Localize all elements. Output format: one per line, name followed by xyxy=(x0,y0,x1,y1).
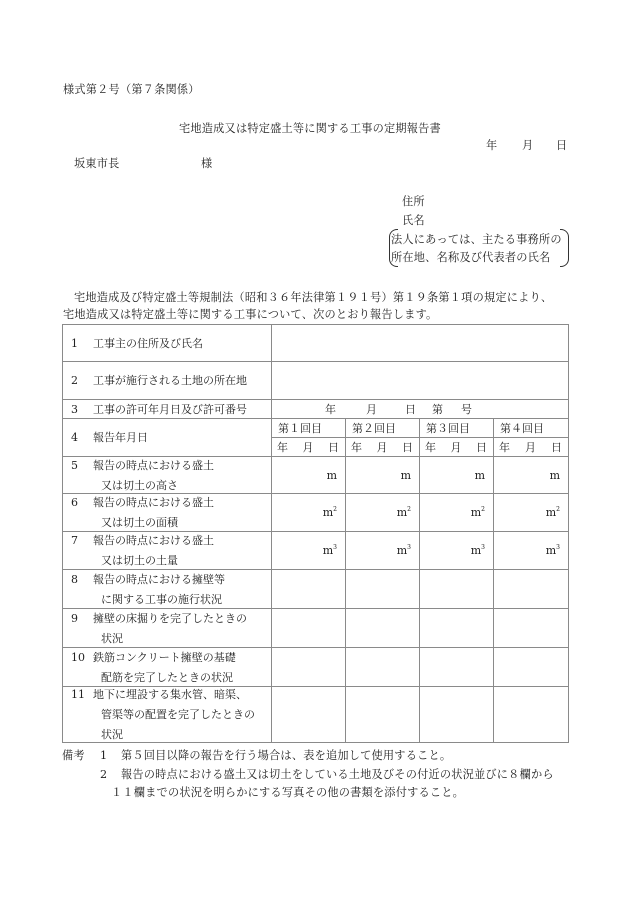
status-cell[interactable] xyxy=(420,687,494,743)
volume-cell[interactable] xyxy=(420,532,494,570)
table-row xyxy=(63,457,569,494)
height-cell[interactable] xyxy=(346,457,420,494)
status-cell[interactable] xyxy=(420,570,494,609)
row-text-line2: 管渠等の配置を完了したときの xyxy=(101,708,255,721)
row-text-line2: 又は切土の面積 xyxy=(101,516,178,529)
year-label: 年 xyxy=(425,440,436,454)
year-label: 年 xyxy=(351,440,362,454)
input-cell[interactable] xyxy=(272,325,569,362)
report-date-cell[interactable] xyxy=(272,438,346,457)
unit-label: m xyxy=(396,506,408,519)
report-date-cell[interactable] xyxy=(494,438,569,457)
row-text: 工事が施行される土地の所在地 xyxy=(93,374,247,387)
day-label: 日 xyxy=(402,440,413,454)
table-row xyxy=(63,325,569,362)
round-header: 第１回目 xyxy=(272,419,346,438)
unit-exponent: 3 xyxy=(481,544,485,551)
day-label: 日 xyxy=(328,440,339,454)
date-year: 年 xyxy=(486,139,498,152)
date-day: 日 xyxy=(556,139,568,152)
row-text: 報告の時点における盛土 xyxy=(93,458,214,472)
row-number: 2 xyxy=(71,374,78,387)
row-label xyxy=(63,570,272,609)
report-date-cell[interactable] xyxy=(346,438,420,457)
unit-label: m xyxy=(400,468,411,482)
status-cell[interactable] xyxy=(346,609,420,648)
permit-day: 日 xyxy=(405,403,416,416)
area-cell[interactable] xyxy=(420,494,494,532)
row-number: 5 xyxy=(71,458,78,472)
permit-month: 月 xyxy=(366,403,377,416)
table-row xyxy=(63,362,569,400)
status-cell[interactable] xyxy=(494,687,569,743)
row-number: 10 xyxy=(71,650,85,664)
form-number: 様式第２号（第７条関係） xyxy=(63,83,200,96)
report-date-cell[interactable] xyxy=(420,438,494,457)
row-text: 報告の時点における盛土 xyxy=(93,534,214,547)
status-cell[interactable] xyxy=(420,609,494,648)
table-row xyxy=(63,687,569,743)
notes-label: 備考 xyxy=(62,749,85,762)
year-label: 年 xyxy=(277,440,288,454)
year-label: 年 xyxy=(499,440,510,454)
input-cell[interactable] xyxy=(272,362,569,400)
row-number: 4 xyxy=(71,431,78,444)
note2-text-line2: １１欄までの状況を明らかにする写真その他の書類を添付すること。 xyxy=(111,786,465,799)
row-number: 6 xyxy=(71,496,78,509)
unit-label: m xyxy=(549,468,560,482)
round-header: 第２回目 xyxy=(346,419,420,438)
row-text: 擁壁の床掘りを完了したときの xyxy=(93,611,247,625)
unit-exponent: 2 xyxy=(481,506,485,513)
row-label xyxy=(63,325,272,362)
row-label xyxy=(63,532,272,570)
status-cell[interactable] xyxy=(494,609,569,648)
table-row xyxy=(63,494,569,532)
note2-number: 2 xyxy=(100,768,108,781)
unit-label: m xyxy=(322,544,334,557)
round-header: 第３回目 xyxy=(420,419,494,438)
row-label xyxy=(63,362,272,400)
status-cell[interactable] xyxy=(346,648,420,687)
row-text-line3: 状況 xyxy=(101,728,123,741)
height-cell[interactable] xyxy=(272,457,346,494)
intro-line1: 宅地造成及び特定盛土等規制法（昭和３６年法律第１９１号）第１９条第１項の規定により、 xyxy=(74,291,553,304)
volume-cell[interactable] xyxy=(494,532,569,570)
addressee-honorific: 様 xyxy=(201,157,213,170)
note1-text: 第５回目以降の報告を行う場合は、表を追加して使用すること。 xyxy=(121,749,452,762)
volume-cell[interactable] xyxy=(272,532,346,570)
row-number: 9 xyxy=(71,611,78,625)
row-text-line2: に関する工事の施行状況 xyxy=(101,592,222,606)
day-label: 日 xyxy=(476,440,487,454)
row-number: 1 xyxy=(71,336,78,350)
row-label xyxy=(63,609,272,648)
intro-line2: 宅地造成又は特定盛土等に関する工事について、次のとおり報告します。 xyxy=(63,308,438,321)
unit-label: m xyxy=(545,544,557,557)
corporate-note-line1: 法人にあっては、主たる事務所の xyxy=(391,233,562,246)
round-header: 第４回目 xyxy=(494,419,569,438)
month-label: 月 xyxy=(525,440,536,454)
unit-exponent: 2 xyxy=(556,506,560,513)
report-table xyxy=(62,324,569,743)
row-number: 7 xyxy=(71,534,78,547)
table-row xyxy=(63,609,569,648)
month-label: 月 xyxy=(376,440,388,454)
row-text-line2: 又は切土の高さ xyxy=(101,478,178,492)
row-text: 工事の許可年月日及び許可番号 xyxy=(93,402,247,416)
unit-exponent: 3 xyxy=(333,544,337,551)
status-cell[interactable] xyxy=(272,648,346,687)
address-label: 住所 xyxy=(402,195,425,208)
day-label: 日 xyxy=(551,440,562,454)
unit-exponent: 2 xyxy=(407,506,411,513)
date-month: 月 xyxy=(522,139,534,152)
row-number: 11 xyxy=(71,688,85,701)
row-text: 報告年月日 xyxy=(93,431,148,444)
status-cell[interactable] xyxy=(494,570,569,609)
area-cell[interactable] xyxy=(494,494,569,532)
row-label xyxy=(63,494,272,532)
status-cell[interactable] xyxy=(346,570,420,609)
height-cell[interactable] xyxy=(420,457,494,494)
corporate-note-line2: 所在地、名称及び代表者の氏名 xyxy=(391,251,551,264)
status-cell[interactable] xyxy=(272,609,346,648)
table-row xyxy=(63,419,569,438)
height-cell[interactable] xyxy=(494,457,569,494)
unit-exponent: 3 xyxy=(556,544,560,551)
unit-label: m xyxy=(545,506,557,519)
row-label xyxy=(63,457,272,494)
note1-number: 1 xyxy=(100,749,108,762)
month-label: 月 xyxy=(302,440,314,454)
addressee-name: 坂東市長 xyxy=(74,157,120,170)
table-row xyxy=(63,400,569,419)
row-text: 報告の時点における盛土 xyxy=(93,496,214,509)
table-row xyxy=(63,648,569,687)
permit-year: 年 xyxy=(325,403,336,416)
document-title: 宅地造成又は特定盛土等に関する工事の定期報告書 xyxy=(179,122,441,135)
unit-label: m xyxy=(470,506,482,519)
permit-no-prefix: 第 xyxy=(432,403,443,416)
unit-label: m xyxy=(396,544,408,557)
volume-cell[interactable] xyxy=(346,532,420,570)
unit-exponent: 3 xyxy=(407,544,411,551)
month-label: 月 xyxy=(450,440,462,454)
row-label xyxy=(63,648,272,687)
unit-label: m xyxy=(474,468,485,482)
status-cell[interactable] xyxy=(494,648,569,687)
status-cell[interactable] xyxy=(346,687,420,743)
row-label xyxy=(63,419,272,457)
status-cell[interactable] xyxy=(420,648,494,687)
area-cell[interactable] xyxy=(346,494,420,532)
row-number: 3 xyxy=(71,402,78,416)
row-number: 8 xyxy=(71,572,78,586)
unit-exponent: 2 xyxy=(333,506,337,513)
table-row xyxy=(63,570,569,609)
unit-label: m xyxy=(326,468,337,482)
status-cell[interactable] xyxy=(272,687,346,743)
row-text-line2: 配筋を完了したときの状況 xyxy=(101,670,233,684)
unit-label: m xyxy=(322,506,334,519)
row-text: 鉄筋コンクリート擁壁の基礎 xyxy=(93,650,236,664)
name-label: 氏名 xyxy=(402,214,425,227)
row-text-line2: 又は切土の土量 xyxy=(101,554,178,567)
unit-label: m xyxy=(470,544,482,557)
row-text: 報告の時点における擁壁等 xyxy=(93,572,225,586)
permit-no-suffix: 号 xyxy=(461,403,472,416)
row-text: 工事主の住所及び氏名 xyxy=(93,336,203,350)
area-cell[interactable] xyxy=(272,494,346,532)
status-cell[interactable] xyxy=(272,570,346,609)
permit-cell[interactable] xyxy=(272,400,569,419)
table-row xyxy=(63,532,569,570)
row-text-line2: 状況 xyxy=(101,631,123,645)
row-text: 地下に埋設する集水管、暗渠、 xyxy=(93,688,247,701)
note2-text-line1: 報告の時点における盛土又は切土をしている土地及びその付近の状況並びに８欄から xyxy=(121,768,554,781)
row-label xyxy=(63,400,272,419)
row-label xyxy=(63,687,272,743)
